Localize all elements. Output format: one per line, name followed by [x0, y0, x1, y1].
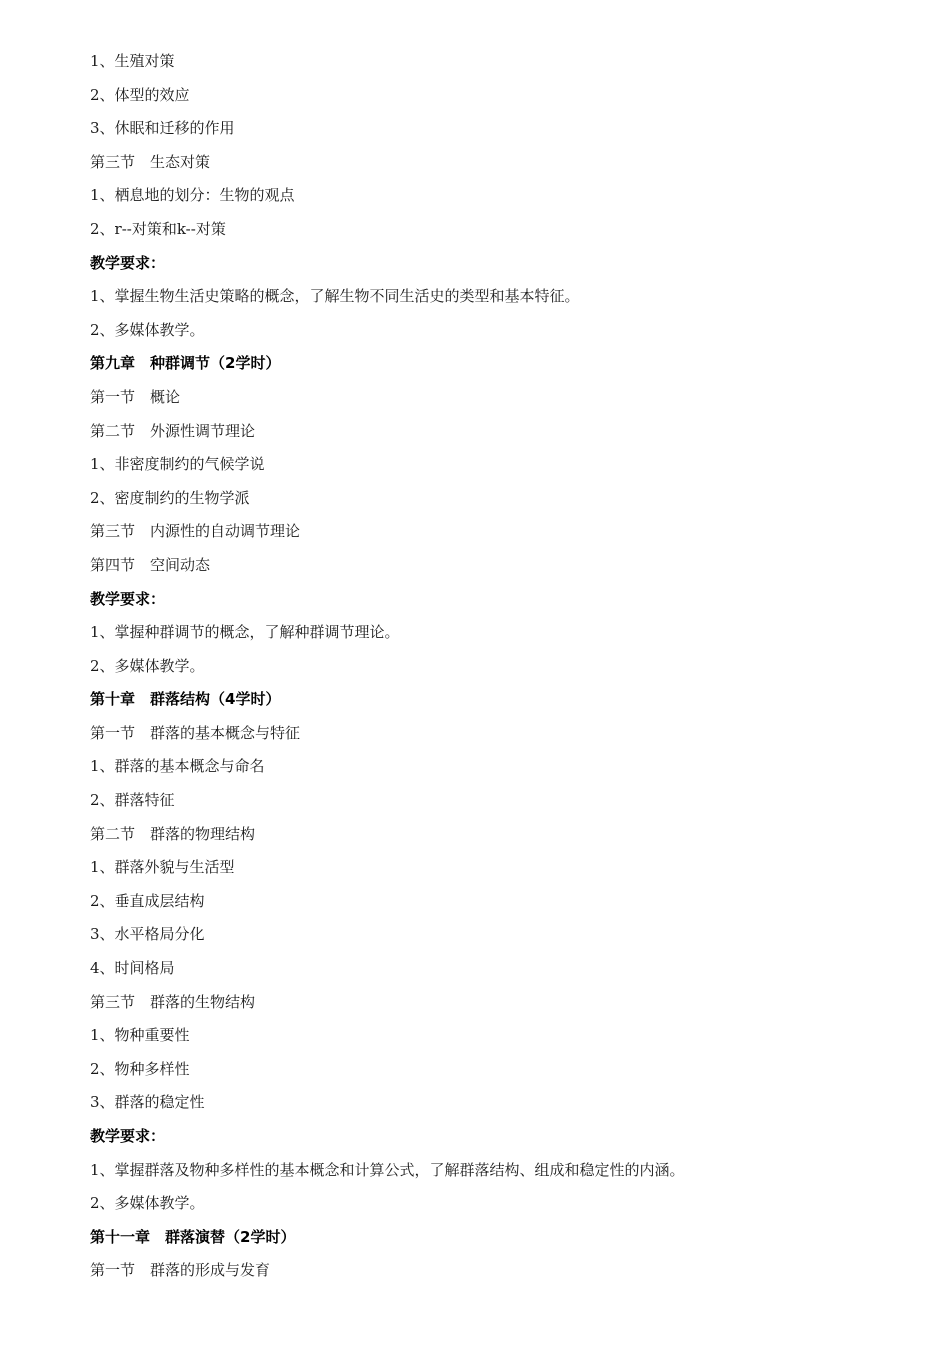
text-line: 1、掌握种群调节的概念，了解种群调节理论。 — [90, 623, 400, 642]
text-line: 2、体型的效应 — [90, 85, 190, 104]
text-line: 1、物种重要性 — [90, 1026, 190, 1045]
text-line: 2、r--对策和k--对策 — [90, 219, 226, 238]
text-line: 2、多媒体教学。 — [90, 656, 205, 675]
text-line: 1、非密度制约的气候学说 — [90, 455, 265, 474]
text-line: 3、群落的稳定性 — [90, 1093, 205, 1112]
text-line: 第一节 群落的形成与发育 — [90, 1261, 271, 1280]
document-page — [90, 45, 910, 1288]
text-line: 第二节 外源性调节理论 — [90, 421, 256, 440]
section-heading: 第十一章 群落演替（2学时） — [90, 1227, 296, 1246]
text-line: 第三节 生态对策 — [90, 152, 211, 171]
text-line: 2、群落特征 — [90, 791, 175, 810]
text-line: 1、栖息地的划分：生物的观点 — [90, 186, 295, 205]
section-heading: 教学要求： — [90, 253, 166, 272]
text-line: 1、掌握群落及物种多样性的基本概念和计算公式，了解群落结构、组成和稳定性的内涵。 — [90, 1160, 685, 1179]
text-line: 第二节 群落的物理结构 — [90, 824, 256, 843]
text-line: 4、时间格局 — [90, 959, 175, 978]
text-line: 1、生殖对策 — [90, 52, 175, 70]
text-line: 第一节 概论 — [90, 387, 181, 406]
text-line: 2、密度制约的生物学派 — [90, 488, 250, 507]
text-line: 3、休眠和迁移的作用 — [90, 119, 235, 138]
section-heading: 第十章 群落结构（4学时） — [90, 690, 281, 709]
text-line: 2、多媒体教学。 — [90, 1194, 205, 1213]
section-heading: 教学要求： — [90, 1127, 166, 1145]
text-line: 2、多媒体教学。 — [90, 320, 205, 339]
text-line: 第三节 群落的生物结构 — [90, 992, 256, 1011]
text-line: 2、垂直成层结构 — [90, 891, 205, 910]
text-line: 第一节 群落的基本概念与特征 — [90, 723, 301, 742]
text-line: 1、群落的基本概念与命名 — [90, 757, 265, 776]
text-line: 1、群落外貌与生活型 — [90, 858, 235, 877]
text-line: 第四节 空间动态 — [90, 555, 211, 574]
text-line: 3、水平格局分化 — [90, 925, 205, 944]
text-line: 第三节 内源性的自动调节理论 — [90, 522, 301, 541]
section-heading: 教学要求： — [90, 589, 166, 608]
section-heading: 第九章 种群调节（2学时） — [90, 354, 281, 373]
text-line: 2、物种多样性 — [90, 1059, 190, 1078]
text-line: 1、掌握生物生活史策略的概念，了解生物不同生活史的类型和基本特征。 — [90, 287, 580, 306]
